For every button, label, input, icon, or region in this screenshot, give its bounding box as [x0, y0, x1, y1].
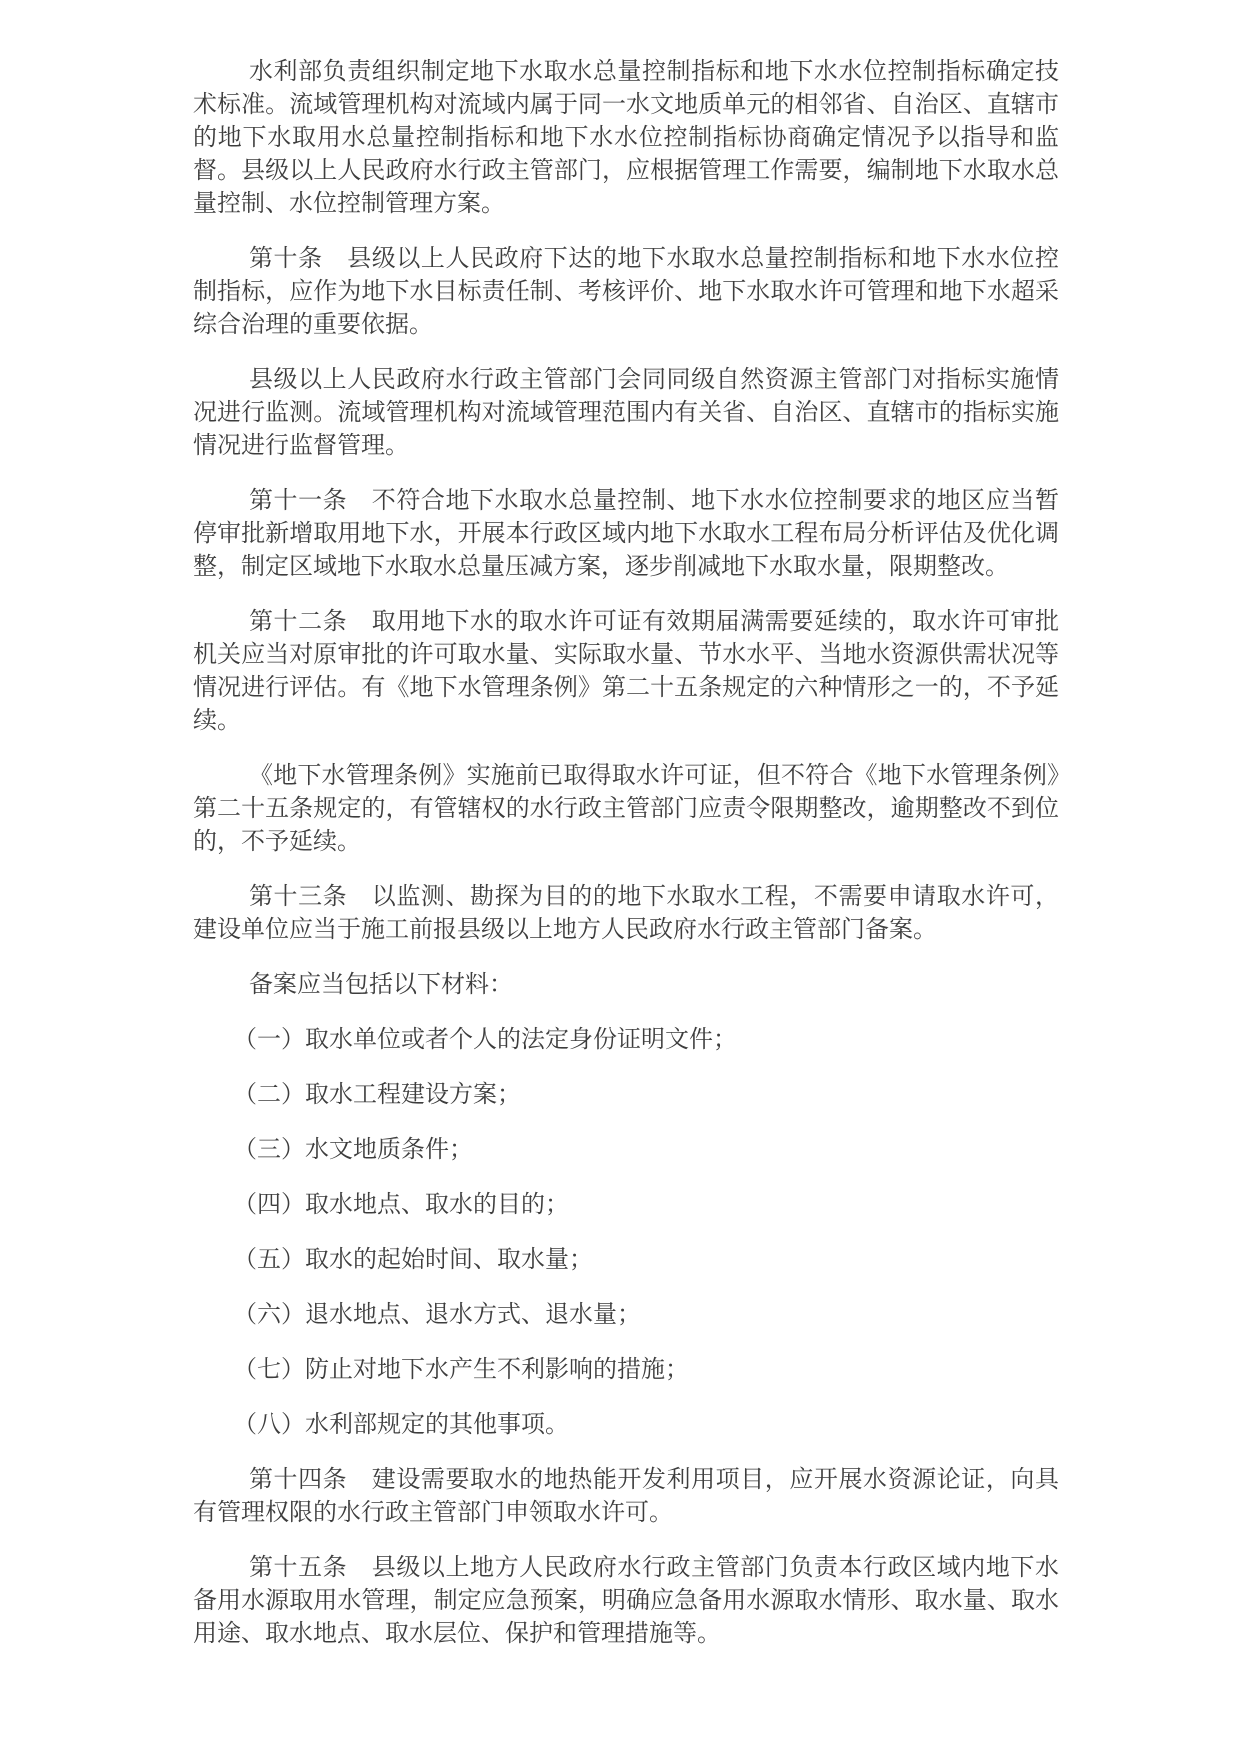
filing-item-8: （八）水利部规定的其他事项。 [233, 1412, 569, 1438]
filing-item-1: （一）取水单位或者个人的法定身份证明文件； [233, 1027, 737, 1053]
para-article-12-transition: 《地下水管理条例》实施前已取得取水许可证，但不符合《地下水管理条例》第二十五条规定的，有管辖权的水行政主管部门应责令限期整改，逾期整改不到位的，不予延续。 [193, 763, 1059, 855]
filing-item-6: （六）退水地点、退水方式、退水量； [233, 1302, 641, 1328]
para-article-10-supervision: 县级以上人民政府水行政主管部门会同同级自然资源主管部门对指标实施情况进行监测。流域管理机构对流域管理范围内有关省、自治区、直辖市的指标实施情况进行监督管理。 [193, 367, 1059, 459]
document-text-column [193, 56, 1059, 1651]
para-filing-materials-intro: 备案应当包括以下材料： [249, 972, 513, 998]
para-intro: 水利部负责组织制定地下水取水总量控制指标和地下水水位控制指标确定技术标准。流域管理机构对流域内属于同一水文地质单元的相邻省、自治区、直辖市的地下水取用水总量控制指标和地下水水位控制指标协商确定情况予以指导和监督。县级以上人民政府水行政主管部门，应根据管理工作需要，编制地下水取水总量控制、水位控制管理方案。 [193, 59, 1059, 217]
para-article-15: 第十五条 县级以上地方人民政府水行政主管部门负责本行政区域内地下水备用水源取用水管理，制定应急预案，明确应急备用水源取水情形、取水量、取水用途、取水地点、取水层位、保护和管理措施等。 [193, 1555, 1059, 1647]
filing-item-2: （二）取水工程建设方案； [233, 1082, 521, 1108]
para-article-10: 第十条 县级以上人民政府下达的地下水取水总量控制指标和地下水水位控制指标，应作为地下水目标责任制、考核评价、地下水取水许可管理和地下水超采综合治理的重要依据。 [193, 246, 1059, 338]
filing-item-4: （四）取水地点、取水的目的； [233, 1192, 569, 1218]
filing-item-3: （三）水文地质条件； [233, 1137, 473, 1163]
para-article-13: 第十三条 以监测、勘探为目的的地下水取水工程，不需要申请取水许可，建设单位应当于施工前报县级以上地方人民政府水行政主管部门备案。 [193, 884, 1059, 943]
filing-item-5: （五）取水的起始时间、取水量； [233, 1247, 593, 1273]
para-article-14: 第十四条 建设需要取水的地热能开发利用项目，应开展水资源论证，向具有管理权限的水行政主管部门申领取水许可。 [193, 1467, 1059, 1526]
para-article-11: 第十一条 不符合地下水取水总量控制、地下水水位控制要求的地区应当暂停审批新增取用地下水，开展本行政区域内地下水取水工程布局分析评估及优化调整，制定区域地下水取水总量压减方案，逐步削减地下水取水量，限期整改。 [193, 488, 1059, 580]
para-article-12: 第十二条 取用地下水的取水许可证有效期届满需要延续的，取水许可审批机关应当对原审批的许可取水量、实际取水量、节水水平、当地水资源供需状况等情况进行评估。有《地下水管理条例》第二十五条规定的六种情形之一的，不予延续。 [193, 609, 1059, 734]
filing-item-7: （七）防止对地下水产生不利影响的措施； [233, 1357, 689, 1383]
